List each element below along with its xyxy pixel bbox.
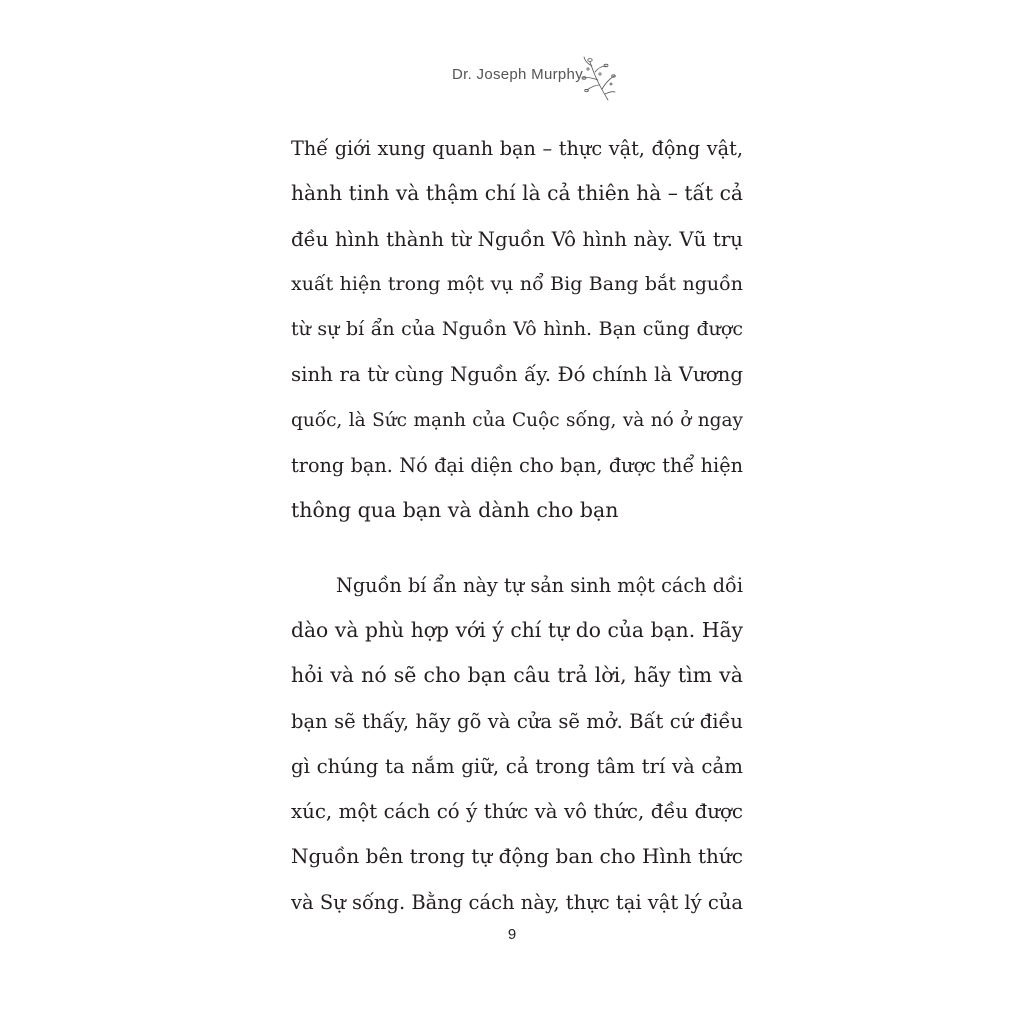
running-header	[0, 54, 1024, 102]
text-line: đều hình thành từ Nguồn Vô hình này. Vũ trụ	[291, 227, 743, 251]
text-line: và Sự sống. Bằng cách này, thực tại vật lý của	[291, 890, 743, 914]
page-number: 9	[507, 926, 517, 943]
author-name: Dr. Joseph Murphy	[452, 66, 583, 83]
text-line: quốc, là Sức mạnh của Cuộc sống, và nó ở ngay	[291, 409, 743, 431]
floral-sprig-icon	[578, 54, 616, 102]
paragraph-2	[291, 563, 743, 925]
text-line: từ sự bí ẩn của Nguồn Vô hình. Bạn cũng được	[291, 318, 743, 341]
text-line: trong bạn. Nó đại diện cho bạn, được thể hiện	[291, 454, 743, 478]
text-line: xúc, một cách có ý thức và vô thức, đều được	[291, 800, 743, 824]
text-line: thông qua bạn và dành cho bạn	[291, 498, 619, 523]
paragraph-gap	[291, 534, 743, 563]
text-line: gì chúng ta nắm giữ, cả trong tâm trí và cảm	[291, 754, 743, 778]
text-line: Nguồn bên trong tự động ban cho Hình thức	[291, 844, 743, 869]
text-line: hỏi và nó sẽ cho bạn câu trả lời, hãy tìm và	[291, 663, 743, 688]
text-line: bạn sẽ thấy, hãy gõ và cửa sẽ mở. Bất cứ điều	[291, 709, 743, 733]
text-line: sinh ra từ cùng Nguồn ấy. Đó chính là Vương	[291, 363, 743, 387]
paragraph-1	[291, 126, 743, 534]
text-line: Thế giới xung quanh bạn – thực vật, động vật,	[291, 137, 743, 160]
text-line: dào và phù hợp với ý chí tự do của bạn. Hãy	[291, 617, 743, 642]
text-line: xuất hiện trong một vụ nổ Big Bang bắt nguồn	[291, 272, 743, 295]
body-text	[291, 126, 743, 925]
text-line: Nguồn bí ẩn này tự sản sinh một cách dồi	[336, 573, 743, 597]
text-line: hành tinh và thậm chí là cả thiên hà – tất cả	[291, 181, 743, 206]
